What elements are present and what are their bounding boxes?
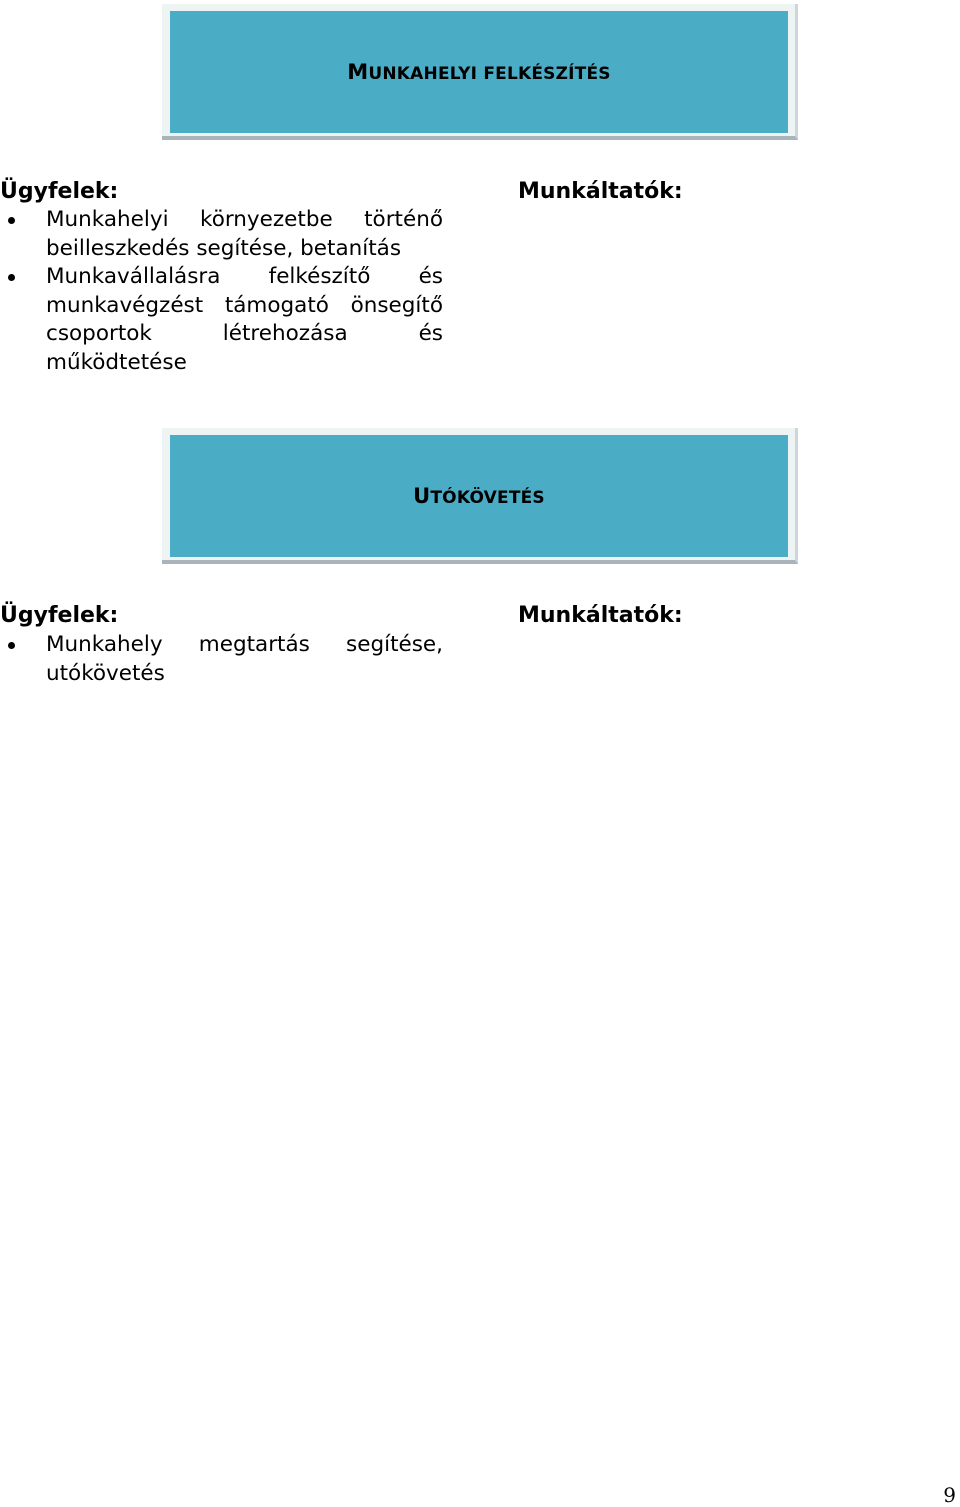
employers-heading: Munkáltatók:	[518, 603, 683, 628]
list-item	[0, 206, 443, 263]
employers-heading: Munkáltatók:	[518, 179, 683, 204]
bullet-icon	[8, 642, 15, 649]
page-number: 9	[943, 1483, 956, 1507]
client-services-list	[0, 631, 443, 688]
list-item-text: Munkavállalásra felkészítő és munkavégzést támogató önsegítő csoportok létrehozása és működtetése	[46, 264, 443, 375]
section-banner-frame	[162, 428, 798, 564]
section-title-initial: M	[347, 60, 369, 84]
section-banner-frame	[162, 4, 798, 140]
client-services-list	[0, 206, 443, 377]
section-title	[413, 484, 545, 508]
section-title-rest: TÓKÖVETÉS	[430, 488, 545, 508]
section-banner	[170, 435, 788, 557]
section-title-initial: U	[413, 484, 431, 508]
list-item	[0, 263, 443, 377]
list-item-text: Munkahely megtartás segítése, utókövetés	[46, 632, 443, 686]
section-banner	[170, 11, 788, 133]
bullet-icon	[8, 217, 15, 224]
clients-heading: Ügyfelek:	[0, 179, 119, 204]
list-item	[0, 631, 443, 688]
section-title-rest: UNKAHELYI FELKÉSZÍTÉS	[368, 64, 611, 84]
section-title	[347, 60, 610, 84]
clients-heading: Ügyfelek:	[0, 603, 119, 628]
list-item-text: Munkahelyi környezetbe történő beilleszkedés segítése, betanítás	[46, 207, 443, 261]
bullet-icon	[8, 274, 15, 281]
